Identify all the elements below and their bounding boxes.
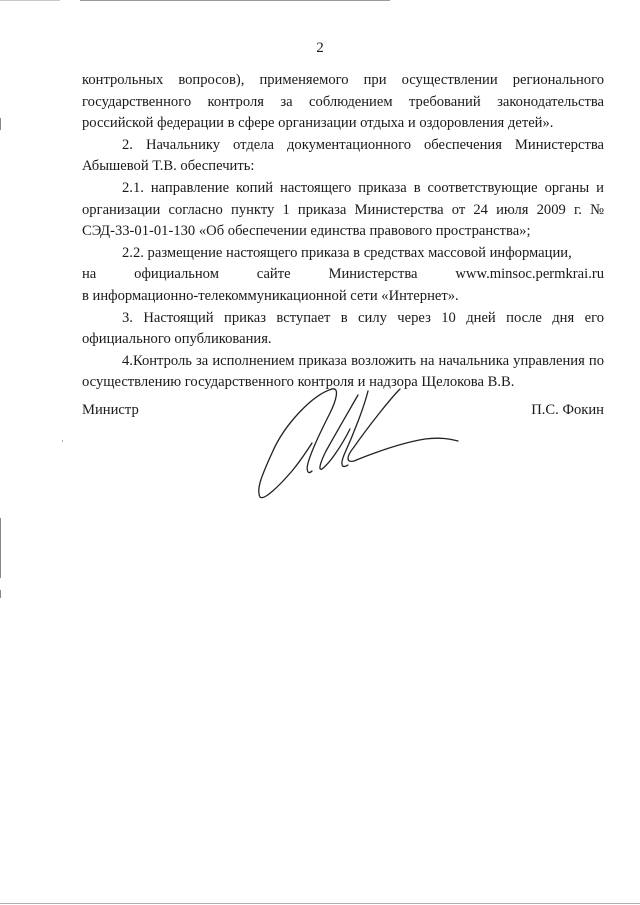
signer-title: Министр <box>82 402 139 418</box>
scan-speck <box>62 440 63 442</box>
paragraph-2-2-line-1: 2.2. размещение настоящего приказа в средствах массовой информации, <box>122 244 572 261</box>
paragraph-2-2-line-3: в информационно-телекоммуникационной сети «Интернет». <box>82 287 459 304</box>
paragraph-continuation: контрольных вопросов), применяемого при осуществлении регионального государственного контроля за соблюдением требований законодательства российской федерации в сфере организации отдыха и оздоровления детей». <box>82 72 604 132</box>
scan-edge-bottom <box>0 903 640 904</box>
signer-name: П.С. Фокин <box>531 402 604 418</box>
scan-edge-left-mark <box>0 118 1 130</box>
scan-edge-top <box>80 0 390 1</box>
handwritten-signature <box>250 385 465 505</box>
signature-stroke <box>348 389 458 461</box>
paragraph-2: 2. Начальнику отдела документационного обеспечения Министерства Абышевой Т.В. обеспечить: <box>82 136 604 175</box>
scan-edge-left-mark <box>0 518 1 578</box>
paragraph-3: 3. Настоящий приказ вступает в силу через 10 дней после дня его официального опубликования. <box>82 309 604 348</box>
signature-stroke <box>259 389 332 498</box>
paragraph-2-1: 2.1. направление копий настоящего приказа в соответствующие органы и организации согласно пункту 1 приказа Министерства от 24 июля 2009 г. № СЭД-33-01-01-130 «Об обеспечении единства правового пространства»; <box>82 179 604 240</box>
paragraph-2-2-line-2: на официальном сайте Министерства www.minsoc.permkrai.ru <box>82 266 604 283</box>
scan-edge-top-left <box>0 0 60 1</box>
paragraph-4: 4.Контроль за исполнением приказа возложить на начальника управления по осуществлению государственного контроля и надзора Щелокова В.В. <box>82 352 604 391</box>
signature-stroke <box>320 395 358 469</box>
document-body <box>82 70 604 394</box>
signature-stroke <box>342 391 368 467</box>
scan-edge-left-mark <box>0 590 1 598</box>
page-number: 2 <box>316 40 324 56</box>
signature-strokes <box>259 389 458 498</box>
